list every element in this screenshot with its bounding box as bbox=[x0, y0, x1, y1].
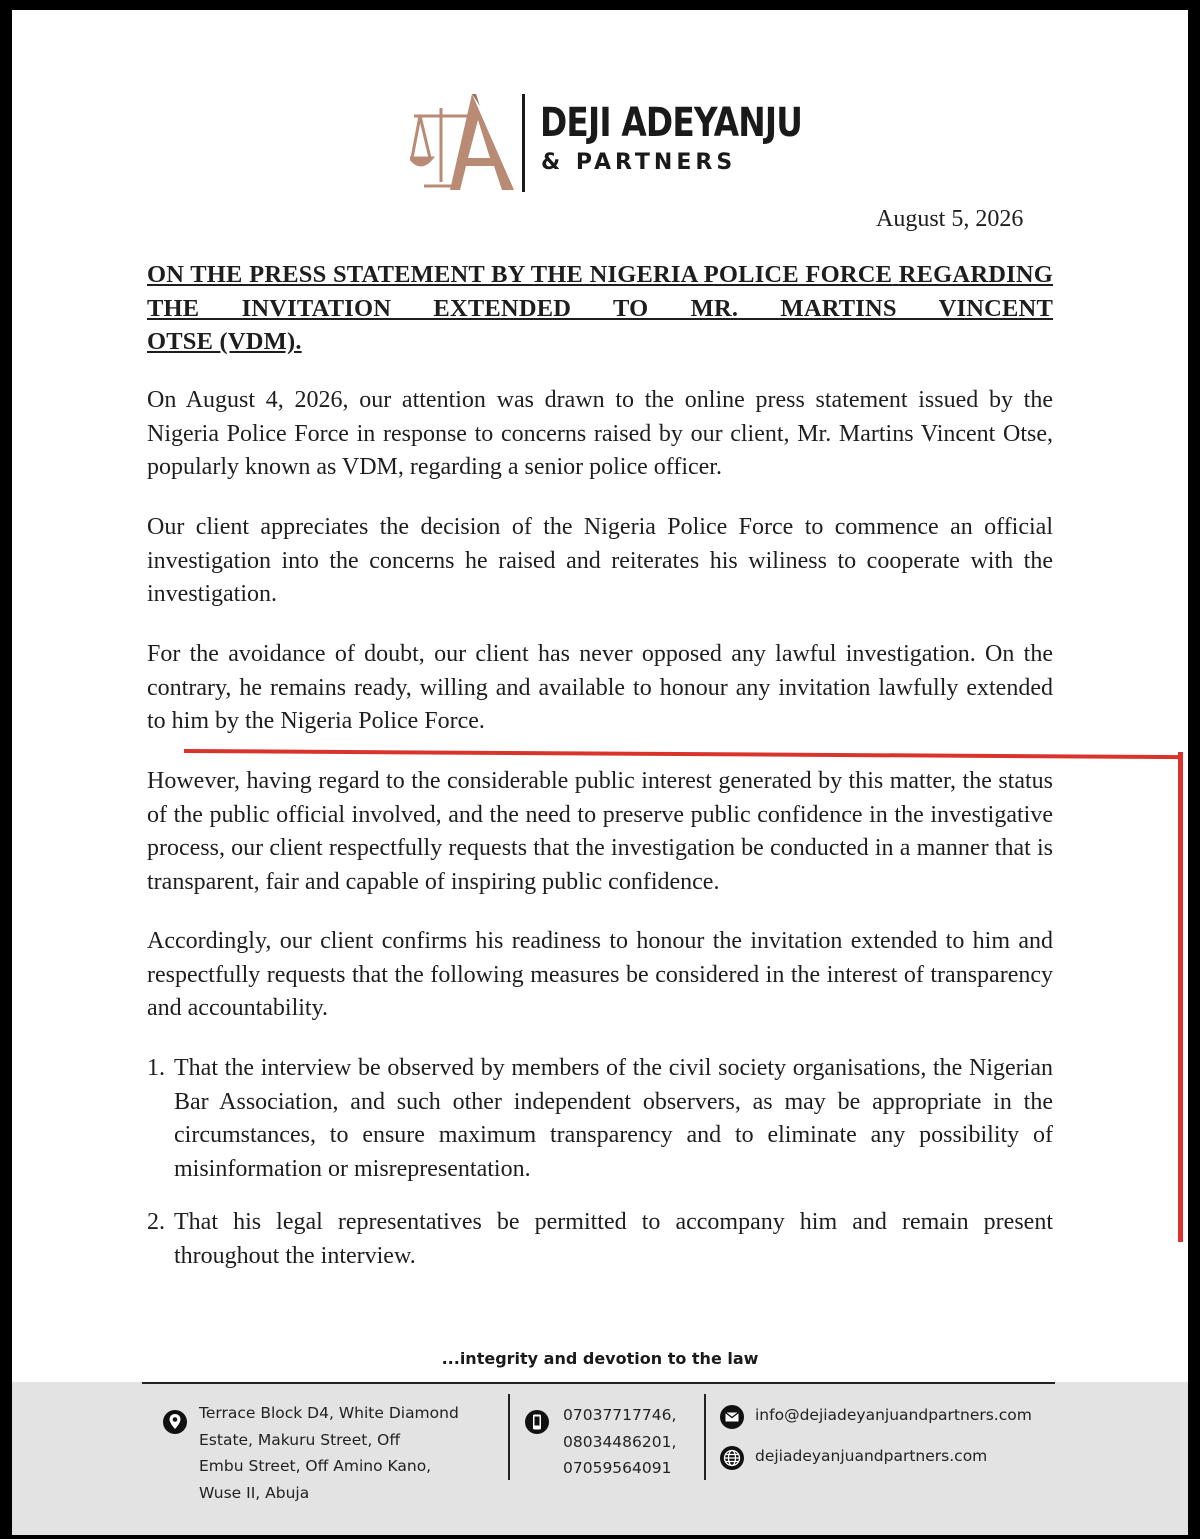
paragraph-5: Accordingly, our client confirms his readiness to honour the invitation extended to him and respectfully requests that the following measures be considered in the interest of transparency and accountability. bbox=[147, 928, 1053, 1021]
list-item-1 bbox=[147, 1052, 1053, 1186]
address-block bbox=[199, 1400, 459, 1506]
phone-number[interactable]: 07037717746, bbox=[563, 1406, 677, 1424]
list-text: That the interview be observed by members of the civil society organisations, the Nigerian Bar Association, and such other independent observers, as may be appropriate in the circumstances, to ensure maximum transparency and to eliminate any possibility of misinformation or misrepresentation. bbox=[174, 1055, 1053, 1182]
paragraph-3: For the avoidance of doubt, our client has never opposed any lawful investigation. On the contrary, he remains ready, willing and available to honour any invitation lawfully extended to him by the Nigeria Police Force. bbox=[147, 641, 1053, 734]
tagline: ...integrity and devotion to the law bbox=[441, 1349, 759, 1368]
title-line-3: OTSE (VDM). bbox=[147, 328, 302, 355]
address-line: Wuse II, Abuja bbox=[199, 1483, 310, 1502]
letter-title bbox=[147, 258, 1053, 359]
brand-divider bbox=[522, 94, 525, 192]
globe-icon bbox=[719, 1445, 745, 1471]
list-text: That his legal representatives be permitted to accompany him and remain present throughout the interview. bbox=[174, 1209, 1053, 1269]
list-number: 1. bbox=[147, 1055, 165, 1081]
address-line: Estate, Makuru Street, Off bbox=[199, 1430, 401, 1449]
paragraph-1: On August 4, 2026, our attention was drawn to the online press statement issued by the Nigeria Police Force in response to concerns raised by our client, Mr. Martins Vincent Otse, popularly known as VDM, regarding a senior police officer. bbox=[147, 387, 1053, 480]
footer-rule bbox=[142, 1382, 1055, 1384]
letter-page bbox=[12, 10, 1188, 1535]
title-line-2: REGARDING THE INVITATION EXTENDED TO MR. MARTINS VINCENT bbox=[147, 261, 1053, 322]
list-number: 2. bbox=[147, 1209, 165, 1235]
address-line: Terrace Block D4, White Diamond bbox=[199, 1404, 459, 1422]
address-line: Embu Street, Off Amino Kano, bbox=[199, 1457, 432, 1475]
list-item-2 bbox=[147, 1206, 1053, 1273]
letterhead bbox=[410, 86, 803, 198]
website-link[interactable]: dejiadeyanjuandpartners.com bbox=[755, 1447, 988, 1465]
footer-divider bbox=[704, 1394, 706, 1480]
paragraph-4: However, having regard to the considerable public interest generated by this matter, the status of the public official involved, and the need to preserve public confidence in the investigative process, our client respectfully requests that the investigation be conducted in a manner that is transparent, fair and capable of inspiring public confidence. bbox=[147, 768, 1053, 895]
scales-of-justice-icon bbox=[410, 86, 520, 198]
brand-subtitle: & PARTNERS bbox=[541, 150, 737, 175]
footer-divider bbox=[508, 1394, 510, 1480]
letter-date: August 5, 2026 bbox=[876, 206, 1024, 232]
phone-number[interactable]: 08034486201, bbox=[563, 1432, 677, 1451]
brand-name: DEJI ADEYANJU bbox=[540, 100, 803, 146]
annotation-line-right bbox=[1178, 752, 1183, 1242]
email-address[interactable]: info@dejiadeyanjuandpartners.com bbox=[755, 1406, 1032, 1424]
location-pin-icon bbox=[162, 1409, 188, 1435]
phone-number[interactable]: 07059564091 bbox=[563, 1459, 672, 1477]
email-icon bbox=[719, 1404, 745, 1430]
annotation-line-top bbox=[184, 749, 1182, 759]
paragraph-2: Our client appreciates the decision of the Nigeria Police Force to commence an official investigation into the concerns he raised and reiterates his wiliness to cooperate with the investigation. bbox=[147, 514, 1053, 607]
phone-block bbox=[563, 1402, 676, 1482]
title-line-1: ON THE PRESS STATEMENT BY THE NIGERIA POLICE FORCE bbox=[147, 261, 893, 288]
phone-icon bbox=[524, 1409, 550, 1435]
